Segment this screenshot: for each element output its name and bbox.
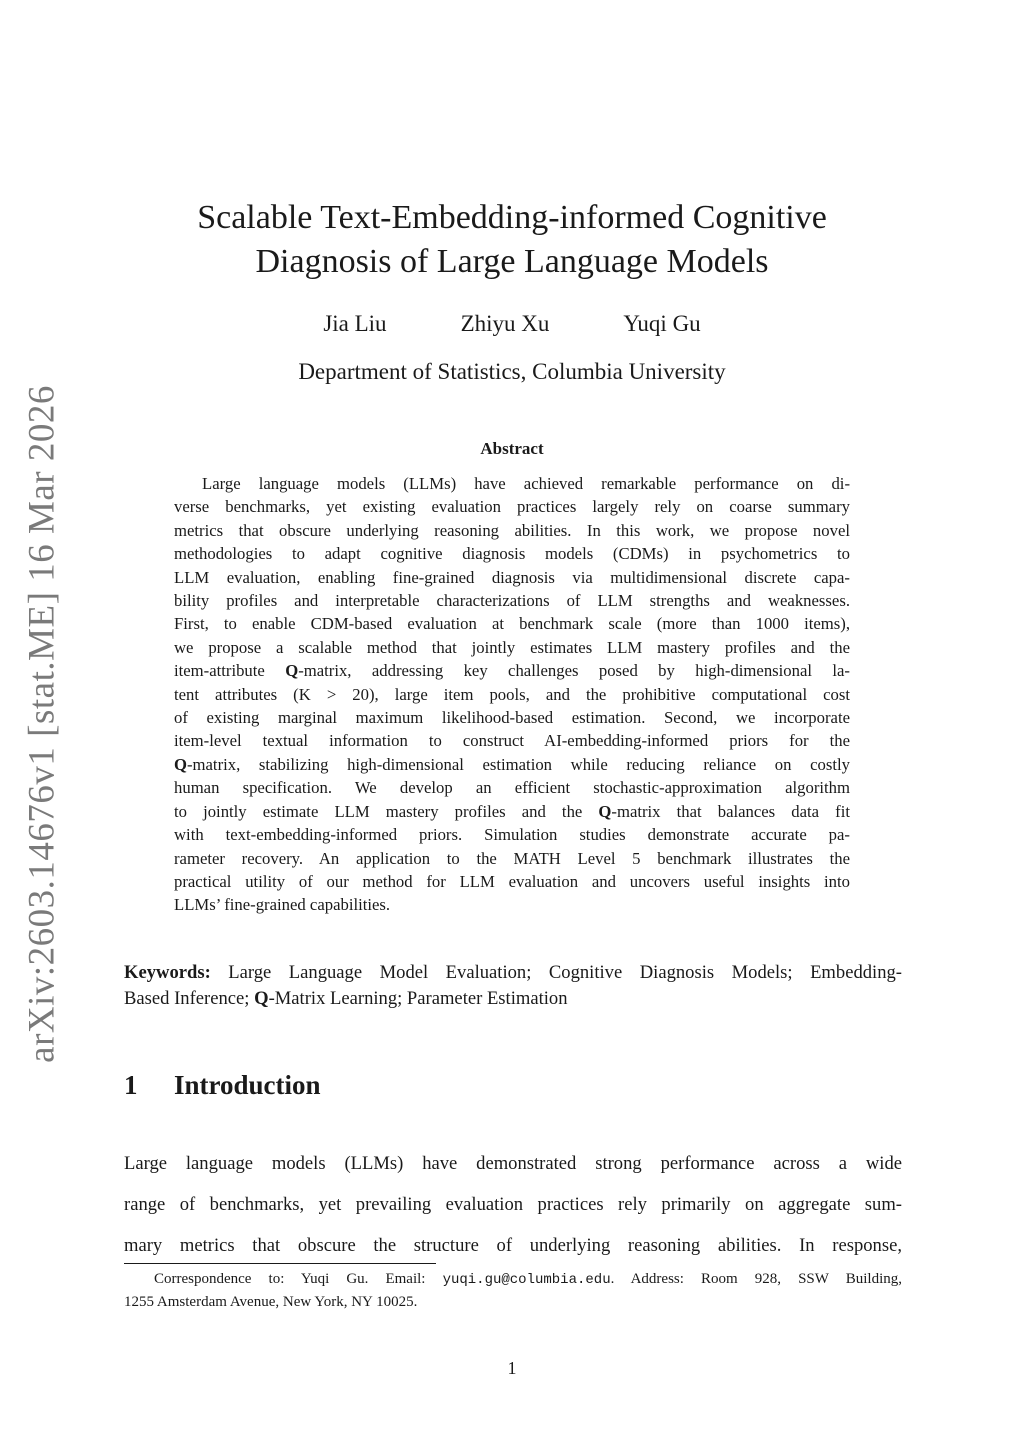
keywords-text: Based Inference; bbox=[124, 988, 255, 1009]
abstract-line: item-attribute Q-matrix, addressing key challenges posed by high-dimensional la- bbox=[174, 661, 850, 681]
author-name: Zhiyu Xu bbox=[460, 311, 550, 336]
paper-title bbox=[150, 196, 874, 284]
abstract-line: verse benchmarks, yet existing evaluation practices largely rely on coarse summary bbox=[174, 497, 850, 517]
email-link[interactable]: yuqi.gu@columbia.edu bbox=[442, 1272, 611, 1288]
author-list bbox=[150, 311, 874, 337]
footnote-rule bbox=[124, 1263, 436, 1264]
abstract-line: with text-embedding-informed priors. Simulation studies demonstrate accurate pa- bbox=[174, 825, 850, 845]
keywords-line bbox=[124, 960, 902, 986]
title-line: Diagnosis of Large Language Models bbox=[255, 243, 769, 280]
abstract-body bbox=[174, 472, 850, 917]
keywords-bold-q: Q bbox=[254, 988, 269, 1009]
abstract-line: Q-matrix, stabilizing high-dimensional estimation while reducing reliance on costly bbox=[174, 754, 850, 774]
abstract-line: human specification. We develop an efficient stochastic-approximation algorithm bbox=[174, 778, 850, 798]
abstract-line: Large language models (LLMs) have achieved remarkable performance on di- bbox=[202, 474, 850, 493]
body-line: mary metrics that obscure the structure of underlying reasoning abilities. In response, bbox=[124, 1235, 902, 1256]
keywords-line bbox=[124, 986, 902, 1012]
abstract-line: methodologies to adapt cognitive diagnosis models (CDMs) in psychometrics to bbox=[174, 544, 850, 564]
footnote-text: Correspondence to: Yuqi Gu. Email: bbox=[154, 1271, 443, 1287]
bold-q: Q bbox=[285, 661, 299, 681]
abstract-heading: Abstract bbox=[480, 439, 544, 458]
footnote-text: . Address: Room 928, SSW Building, bbox=[610, 1271, 902, 1287]
body-line: range of benchmarks, yet prevailing evaluation practices rely primarily on aggregate sum- bbox=[124, 1194, 902, 1215]
author-name: Jia Liu bbox=[323, 311, 387, 336]
author-name: Yuqi Gu bbox=[623, 311, 701, 336]
footnote bbox=[124, 1268, 902, 1313]
keywords-label: Keywords: bbox=[124, 962, 211, 983]
bold-q: Q bbox=[598, 801, 612, 821]
keywords-text: -Matrix Learning; Parameter Estimation bbox=[268, 988, 568, 1009]
abstract-line: of existing marginal maximum likelihood-based estimation. Second, we incorporate bbox=[174, 708, 850, 728]
abstract-line: we propose a scalable method that jointly estimates LLM mastery profiles and the bbox=[174, 637, 850, 657]
arxiv-identifier: arXiv:2603.14676v1 [stat.ME] 16 Mar 2026 bbox=[21, 385, 63, 1063]
section-body bbox=[124, 1143, 902, 1266]
abstract-line: practical utility of our method for LLM evaluation and uncovers useful insights into bbox=[174, 871, 850, 891]
keywords bbox=[124, 960, 902, 1012]
section-number: 1 bbox=[124, 1070, 138, 1100]
affiliation: Department of Statistics, Columbia University bbox=[298, 359, 726, 384]
footnote-line bbox=[124, 1268, 902, 1291]
title-line: Scalable Text-Embedding-informed Cognitive bbox=[197, 199, 827, 236]
abstract-line: rameter recovery. An application to the MATH Level 5 benchmark illustrates the bbox=[174, 848, 850, 868]
abstract-line: First, to enable CDM-based evaluation at benchmark scale (more than 1000 items), bbox=[174, 614, 850, 634]
abstract-line: tent attributes (K > 20), large item pools, and the prohibitive computational cost bbox=[174, 684, 850, 704]
abstract-line: to jointly estimate LLM mastery profiles and the Q-matrix that balances data fit bbox=[174, 801, 850, 821]
footnote-line: 1255 Amsterdam Avenue, New York, NY 10025. bbox=[124, 1294, 418, 1310]
abstract-line: LLM evaluation, enabling fine-grained diagnosis via multidimensional discrete capa- bbox=[174, 567, 850, 587]
body-line: Large language models (LLMs) have demonstrated strong performance across a wide bbox=[124, 1153, 902, 1174]
section-heading bbox=[124, 1070, 321, 1101]
abstract-line: item-level textual information to construct AI-embedding-informed priors for the bbox=[174, 731, 850, 751]
section-title: Introduction bbox=[174, 1070, 321, 1100]
abstract-line: bility profiles and interpretable characterizations of LLM strengths and weaknesses. bbox=[174, 591, 850, 611]
keywords-text: Large Language Model Evaluation; Cognitive Diagnosis Models; Embedding- bbox=[210, 962, 902, 983]
page-number: 1 bbox=[507, 1358, 517, 1378]
abstract-line: LLMs’ fine-grained capabilities. bbox=[174, 895, 391, 915]
bold-q: Q bbox=[174, 754, 187, 774]
abstract-line: metrics that obscure underlying reasoning abilities. In this work, we propose novel bbox=[174, 520, 850, 540]
